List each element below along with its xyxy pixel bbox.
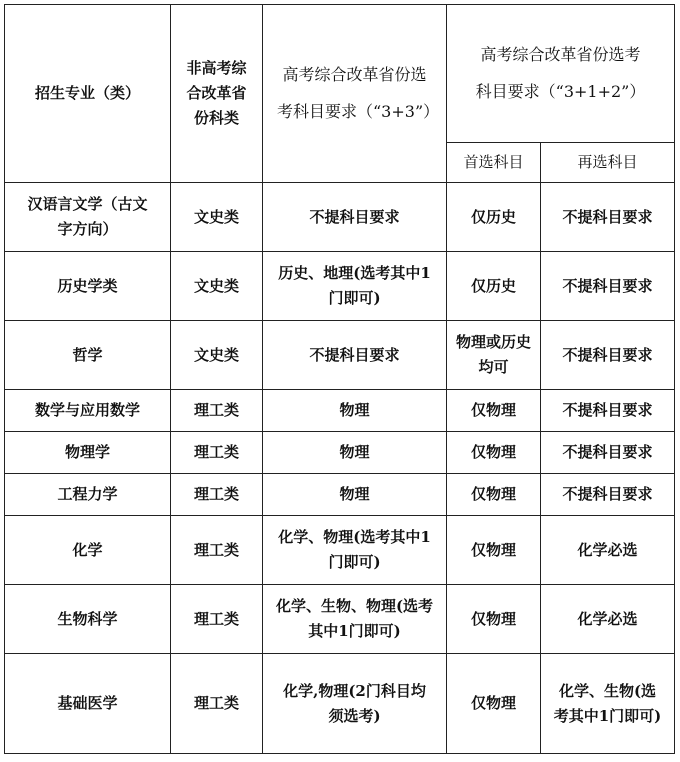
header-major: 招生专业（类） xyxy=(5,5,171,183)
table-row xyxy=(5,321,675,390)
cell-major: 化学 xyxy=(5,516,171,585)
cell-req-33: 化学、物理(选考其中1门即可) xyxy=(263,516,447,585)
cell-category: 理工类 xyxy=(171,516,263,585)
cell-category: 文史类 xyxy=(171,321,263,390)
cell-major: 基础医学 xyxy=(5,654,171,754)
cell-major: 历史学类 xyxy=(5,252,171,321)
cell-category: 理工类 xyxy=(171,585,263,654)
cell-second-subject: 化学必选 xyxy=(541,585,675,654)
cell-req-33: 物理 xyxy=(263,474,447,516)
cell-category: 理工类 xyxy=(171,654,263,754)
cell-first-subject: 仅物理 xyxy=(447,390,541,432)
cell-category: 理工类 xyxy=(171,432,263,474)
cell-first-subject: 仅物理 xyxy=(447,654,541,754)
cell-first-subject: 仅历史 xyxy=(447,252,541,321)
cell-second-subject: 不提科目要求 xyxy=(541,390,675,432)
cell-second-subject: 化学、生物(选考其中1门即可) xyxy=(541,654,675,754)
table-row xyxy=(5,474,675,516)
cell-first-subject: 仅历史 xyxy=(447,183,541,252)
cell-req-33: 物理 xyxy=(263,390,447,432)
header-reform-312: 高考综合改革省份选考科目要求（“3+1+2”） xyxy=(447,5,675,143)
cell-req-33: 化学,物理(2门科目均须选考) xyxy=(263,654,447,754)
cell-first-subject: 物理或历史均可 xyxy=(447,321,541,390)
table-row xyxy=(5,585,675,654)
admission-subject-table xyxy=(4,4,675,754)
cell-major: 哲学 xyxy=(5,321,171,390)
cell-major: 物理学 xyxy=(5,432,171,474)
table-row xyxy=(5,432,675,474)
cell-second-subject: 不提科目要求 xyxy=(541,432,675,474)
cell-category: 理工类 xyxy=(171,390,263,432)
cell-first-subject: 仅物理 xyxy=(447,585,541,654)
table-row xyxy=(5,654,675,754)
cell-first-subject: 仅物理 xyxy=(447,516,541,585)
header-second-subject: 再选科目 xyxy=(541,143,675,183)
cell-major: 汉语言文学（古文字方向） xyxy=(5,183,171,252)
cell-major: 生物科学 xyxy=(5,585,171,654)
table-row xyxy=(5,252,675,321)
header-reform-33: 高考综合改革省份选考科目要求（“3+3”） xyxy=(263,5,447,183)
table-row xyxy=(5,183,675,252)
cell-first-subject: 仅物理 xyxy=(447,432,541,474)
cell-req-33: 历史、地理(选考其中1门即可) xyxy=(263,252,447,321)
cell-second-subject: 不提科目要求 xyxy=(541,183,675,252)
cell-category: 文史类 xyxy=(171,252,263,321)
cell-category: 文史类 xyxy=(171,183,263,252)
cell-req-33: 不提科目要求 xyxy=(263,183,447,252)
cell-second-subject: 化学必选 xyxy=(541,516,675,585)
cell-second-subject: 不提科目要求 xyxy=(541,252,675,321)
table-row xyxy=(5,516,675,585)
cell-category: 理工类 xyxy=(171,474,263,516)
header-non-reform: 非高考综合改革省份科类 xyxy=(171,5,263,183)
cell-major: 工程力学 xyxy=(5,474,171,516)
cell-second-subject: 不提科目要求 xyxy=(541,474,675,516)
cell-first-subject: 仅物理 xyxy=(447,474,541,516)
cell-req-33: 物理 xyxy=(263,432,447,474)
cell-req-33: 化学、生物、物理(选考其中1门即可) xyxy=(263,585,447,654)
table-row xyxy=(5,390,675,432)
cell-major: 数学与应用数学 xyxy=(5,390,171,432)
header-first-subject: 首选科目 xyxy=(447,143,541,183)
cell-req-33: 不提科目要求 xyxy=(263,321,447,390)
cell-second-subject: 不提科目要求 xyxy=(541,321,675,390)
